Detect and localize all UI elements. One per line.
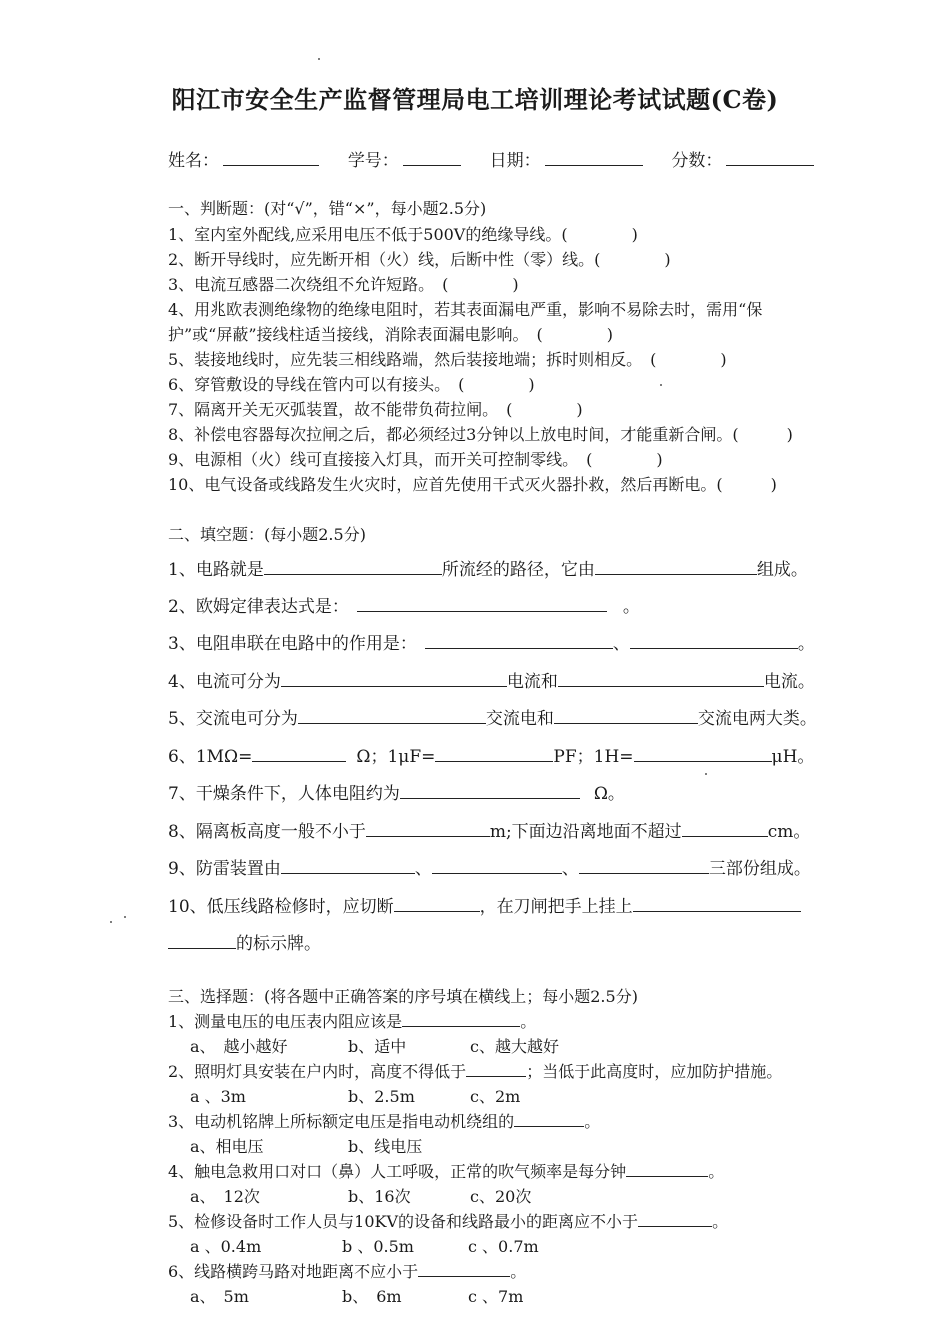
answer-blank[interactable] (466, 1060, 526, 1077)
question-item: 6、线路横跨马路对地距离不应小于 。 (168, 1262, 527, 1281)
answer-blank[interactable] (394, 895, 480, 912)
student-id-label: 学号： (347, 151, 399, 171)
option-b[interactable]: b、线电压 (348, 1137, 423, 1156)
answer-blank[interactable] (252, 745, 346, 762)
answer-blank[interactable] (558, 670, 764, 687)
exam-title: 阳江市安全生产监督管理局电工培训理论考试试题(C卷) (171, 85, 779, 114)
answer-blank[interactable] (633, 895, 801, 912)
option-b[interactable]: b、 6m (342, 1287, 402, 1306)
answer-blank[interactable] (418, 1260, 510, 1277)
option-b[interactable]: b、16次 (348, 1187, 411, 1206)
score-label: 分数： (671, 151, 723, 171)
question-item: 6、1MΩ= Ω；1μF= PF；1H= μH。 (168, 747, 815, 767)
answer-blank[interactable] (168, 932, 236, 949)
answer-blank[interactable] (579, 857, 709, 874)
option-c[interactable]: c、20次 (470, 1187, 532, 1206)
option-c[interactable]: c 、0.7m (468, 1237, 539, 1256)
question-item: 9、电源相（火）线可直接接入灯具，而开关可控制零线。 ( ) (168, 450, 663, 469)
scan-speck (705, 773, 707, 775)
question-item: 5、装接地线时，应先装三相线路端，然后装接地端；拆时则相反。 ( ) (168, 350, 727, 369)
answer-blank[interactable] (634, 745, 772, 762)
question-item: 10、低压线路检修时，应切断 ，在刀闸把手上挂上 (168, 892, 801, 917)
score-blank[interactable] (726, 147, 814, 166)
question-item: 1、测量电压的电压表内阻应该是 。 (168, 1012, 537, 1031)
scan-speck (110, 921, 112, 923)
name-label: 姓名： (168, 151, 219, 171)
option-a[interactable]: a、 越小越好 (190, 1037, 288, 1056)
question-item: 4、触电急救用口对口（鼻）人工呼吸，正常的吹气频率是每分钟 。 (168, 1162, 725, 1181)
answer-blank[interactable] (400, 782, 580, 799)
option-b[interactable]: b 、0.5m (342, 1237, 414, 1256)
answer-blank[interactable] (425, 632, 613, 649)
option-a[interactable]: a 、0.4m (190, 1237, 262, 1256)
question-item: 2、断开导线时，应先断开相（火）线，后断中性（零）线。( ) (168, 250, 671, 269)
answer-blank[interactable] (298, 707, 486, 724)
question-item: 2、欧姆定律表达式是： 。 (168, 597, 640, 617)
answer-blank[interactable] (281, 670, 507, 687)
answer-blank[interactable] (630, 632, 798, 649)
question-item: 8、补偿电容器每次拉闸之后，都必须经过3分钟以上放电时间，才能重新合闸。( ) (168, 425, 793, 444)
question-item: 3、电阻串联在电路中的作用是： 、 。 (168, 634, 815, 654)
scan-speck (124, 916, 126, 918)
question-item-continued: 护”或“屏蔽”接线柱适当接线，消除表面漏电影响。 ( ) (168, 325, 614, 344)
option-b[interactable]: b、适中 (348, 1037, 407, 1056)
question-item: 3、电动机铭牌上所标额定电压是指电动机绕组的 。 (168, 1112, 601, 1131)
option-a[interactable]: a、 12次 (190, 1187, 260, 1206)
question-item: 7、隔离开关无灭弧装置，故不能带负荷拉闸。 ( ) (168, 400, 583, 419)
option-a[interactable]: a、相电压 (190, 1137, 264, 1156)
scan-speck (318, 58, 320, 60)
question-item: 5、检修设备时工作人员与10KV的设备和线路最小的距离应不小于 。 (168, 1212, 729, 1231)
question-item: 1、室内室外配线,应采用电压不低于500V的绝缘导线。( ) (168, 225, 638, 244)
answer-blank[interactable] (264, 558, 442, 575)
option-b[interactable]: b、2.5m (348, 1087, 415, 1106)
option-c[interactable]: c、2m (470, 1087, 521, 1106)
student-info-row (168, 146, 818, 171)
answer-blank[interactable] (626, 1160, 708, 1177)
student-id-blank[interactable] (403, 147, 461, 166)
answer-blank[interactable] (638, 1210, 712, 1227)
question-item: 7、干燥条件下，人体电阻约为 Ω。 (168, 784, 625, 804)
answer-blank[interactable] (435, 745, 553, 762)
section-heading: 一、判断题：(对“√”，错“×”，每小题2.5分) (168, 199, 487, 218)
option-a[interactable]: a 、3m (190, 1087, 246, 1106)
option-c[interactable]: c、越大越好 (470, 1037, 559, 1056)
question-item: 6、穿管敷设的导线在管内可以有接头。 ( ) (168, 375, 535, 394)
answer-blank[interactable] (402, 1010, 520, 1027)
answer-blank[interactable] (432, 857, 562, 874)
answer-blank[interactable] (554, 707, 698, 724)
section-heading: 三、选择题：(将各题中正确答案的序号填在横线上；每小题2.5分) (168, 987, 638, 1006)
scan-speck (660, 384, 662, 386)
option-a[interactable]: a、 5m (190, 1287, 249, 1306)
date-blank[interactable] (545, 147, 643, 166)
question-item-continued: 的标示牌。 (168, 929, 321, 954)
question-item: 2、照明灯具安装在户内时，高度不得低于 ；当低于此高度时，应加防护措施。 (168, 1062, 783, 1081)
question-item: 9、防雷装置由 、 、 三部份组成。 (168, 859, 811, 879)
answer-blank[interactable] (682, 820, 768, 837)
question-item: 8、隔离板高度一般不小于 m;下面边沿离地面不超过 cm。 (168, 822, 811, 842)
option-c[interactable]: c 、7m (468, 1287, 524, 1306)
question-item: 3、电流互感器二次绕组不允许短路。 ( ) (168, 275, 519, 294)
question-item: 4、电流可分为 电流和 电流。 (168, 672, 815, 692)
answer-blank[interactable] (357, 595, 607, 612)
question-item: 1、电路就是 所流经的路径，它由 组成。 (168, 560, 808, 580)
date-label: 日期： (489, 151, 541, 171)
question-item: 5、交流电可分为 交流电和 交流电两大类。 (168, 709, 817, 729)
name-blank[interactable] (223, 147, 319, 166)
answer-blank[interactable] (595, 558, 757, 575)
section-heading: 二、填空题：(每小题2.5分) (168, 525, 366, 544)
answer-blank[interactable] (366, 820, 490, 837)
question-item: 10、电气设备或线路发生火灾时，应首先使用干式灭火器扑救，然后再断电。( ) (168, 475, 777, 494)
answer-blank[interactable] (281, 857, 415, 874)
question-item: 4、用兆欧表测绝缘物的绝缘电阻时，若其表面漏电严重，影响不易除去时，需用“保 (168, 300, 763, 319)
answer-blank[interactable] (514, 1110, 584, 1127)
